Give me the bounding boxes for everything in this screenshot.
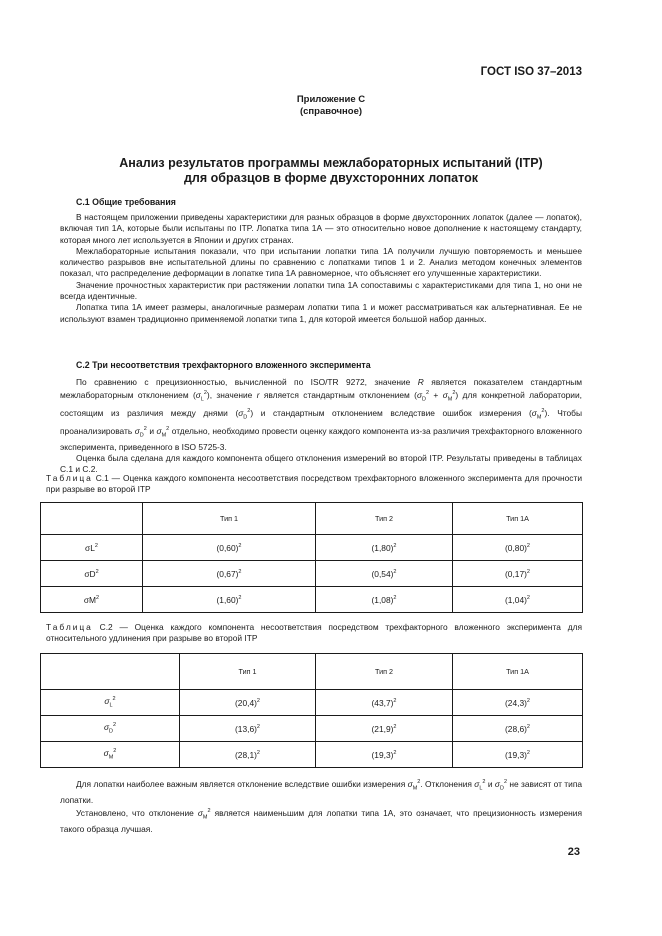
table1-row-label: $\sigma D^2$ (41, 561, 143, 587)
footer-body (60, 777, 582, 835)
page-number: 23 (567, 846, 580, 858)
table-cell: $(19,3)^2$ (316, 742, 453, 768)
table-row (41, 535, 583, 561)
table2-row-label: $\sigma_D^2$ (41, 716, 180, 742)
footer-paragraph-1: Для лопатки наиболее важным является отклонение вследствие ошибки измерения $\sigma_M^2$. Отклонения $\sigma_L^2$ и $\sigma_D^2$ не зависят от типа лопатки. (60, 778, 583, 805)
table-cell: $(1,08)^2$ (316, 587, 453, 613)
table2-header-cell: Тип 1А (453, 654, 583, 690)
table1 (40, 502, 583, 613)
table-cell: $(20,4)^2$ (180, 690, 316, 716)
table-cell: $(1,80)^2$ (316, 535, 453, 561)
standard-code: ГОСТ ISO 37–2013 (480, 66, 582, 78)
annex-subtitle: (справочное) (299, 106, 363, 117)
annex-title: Приложение С (296, 94, 366, 105)
table2-caption: Таблица С.2 — Оценка каждого компонента несоответствия посредством трехфакторного вложенного эксперимента для относительного удлинения при разрыве во второй ITP (46, 622, 583, 644)
section1-paragraph-3: Значение прочностных характеристик при растяжении лопатки типа 1А сопоставимы с характеристиками для типа 1, но они не всегда идентичные. (60, 279, 582, 302)
table-cell: $(0,54)^2$ (316, 561, 453, 587)
table2-row-label: $\sigma_M^2$ (41, 742, 180, 768)
table1-header-cell: Тип 1А (453, 503, 583, 535)
table-cell: $(28,1)^2$ (180, 742, 316, 768)
table-row (41, 716, 583, 742)
table1-header-cell: Тип 1 (143, 503, 316, 535)
table2-header-row (41, 654, 583, 690)
table2-header-cell (41, 654, 180, 690)
section1-paragraph-4: Лопатка типа 1А имеет размеры, аналогичные размерам лопатки типа 1 и может рассматриваться как альтернативная. Ее не используют взамен традиционно применяемой лопатки типа 1, для которой имеется большой набор данных. (60, 302, 582, 324)
table-cell: $(0,60)^2$ (143, 535, 316, 561)
table1-row-label: $\sigma M^2$ (41, 587, 143, 613)
section1-paragraph-2: Межлабораторные испытания показали, что при испытании лопатки типа 1А получили лучшую повторяемость и меньшее количество разрывов вне испытательной длины по сравнению с лопатками типов 1 и 2. Анализ методом конечных элементов показал, что распределение деформации в лопатке типа 1А равномерное, что объясняет его улучшенные характеристики. (60, 245, 582, 279)
table2-header-cell: Тип 2 (316, 654, 453, 690)
table-cell: $(13,6)^2$ (180, 716, 316, 742)
section2-body (60, 377, 582, 475)
table1-header-row (41, 503, 583, 535)
table-cell: $(24,3)^2$ (453, 690, 583, 716)
table-cell: $(1,60)^2$ (143, 587, 316, 613)
table1-header-cell: Тип 2 (316, 503, 453, 535)
footer-paragraph-2: Установлено, что отклонение $\sigma_M^2$ является наименьшим для лопатки типа 1А, это означает, что прецизионность измерения такого образца лучшая. (60, 807, 583, 834)
table-cell: $(19,3)^2$ (453, 742, 583, 768)
table2-row-label: $\sigma_L^2$ (41, 690, 180, 716)
table-cell: $(0,67)^2$ (143, 561, 316, 587)
section1-paragraph-1: В настоящем приложении приведены характеристики для разных образцов в форме двухсторонних лопаток (далее — лопаток), включая тип 1А, которые были испытаны по ITP. Лопатка типа 1А — это относительно новое дополнение к настоящему стандарту, которая много лет используется в Японии и других странах. (60, 212, 582, 245)
table-cell: $(0,80)^2$ (453, 535, 583, 561)
table1-header-cell (41, 503, 143, 535)
table-cell: $(28,6)^2$ (453, 716, 583, 742)
section2-paragraph-2: Оценка была сделана для каждого компонента общего отклонения измерений во второй ITP. Результаты приведены в таблицах С.1 и С.2. (60, 452, 582, 475)
table-row (41, 587, 583, 613)
table2 (40, 653, 583, 768)
table-row (41, 561, 583, 587)
main-title-line1: Анализ результатов программы межлабораторных испытаний (ITP) (119, 156, 543, 170)
table-row (41, 690, 583, 716)
table-cell: $(21,9)^2$ (316, 716, 453, 742)
table-row (41, 742, 583, 768)
table1-caption: Таблица С.1 — Оценка каждого компонента несоответствия посредством трехфакторного вложенного эксперимента для прочности при разрыве во второй ITP (46, 473, 583, 495)
section2-heading: С.2 Три несоответствия трехфакторного вложенного эксперимента (76, 360, 371, 370)
table-cell: $(0,17)^2$ (453, 561, 583, 587)
table2-header-cell: Тип 1 (180, 654, 316, 690)
section1-heading: С.1 Общие требования (76, 197, 176, 207)
section2-paragraph-1: По сравнению с прецизионностью, вычисленной по ISO/TR 9272, значение R является показателем стандартным межлабораторным отклонением $(\sigma_L^2)$, значение r является стандартным отклонением $(\sigma_D^2 + \sigma_M^2)$ для конкретной лаборатории, состоящим из различия между днями $(\sigma_D^2)$ и стандартным отклонением вследствие ошибок измерения $(\sigma_M^2)$. Чтобы проанализировать $\sigma_D^2$ и $\sigma_M^2$ отдельно, необходимо провести оценку каждого компонента из-за различия трехфакторного вложенного эксперимента, приведенного в ISO 5725-3. (60, 377, 583, 452)
section1-body (60, 212, 582, 325)
table-cell: $(1,04)^2$ (453, 587, 583, 613)
table1-row-label: $\sigma L^2$ (41, 535, 143, 561)
main-title-line2: для образцов в форме двухсторонних лопаток (184, 171, 478, 185)
table-cell: $(43,7)^2$ (316, 690, 453, 716)
